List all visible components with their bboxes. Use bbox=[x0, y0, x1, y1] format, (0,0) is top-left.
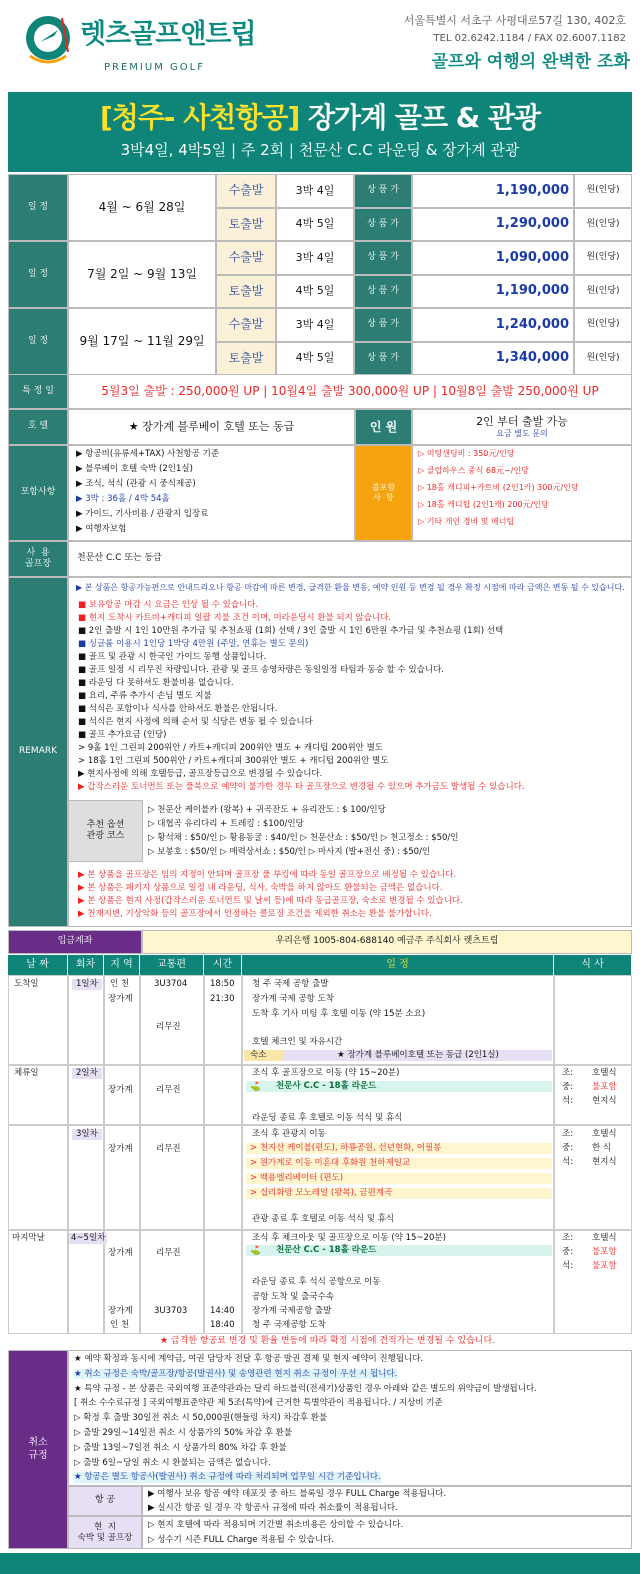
hotel-label: 호 텔 bbox=[8, 409, 68, 445]
city: 인 천 bbox=[110, 1320, 130, 1330]
course-name: 천문산 C.C 또는 동급 bbox=[68, 541, 632, 577]
day-number: 3일차 bbox=[72, 1129, 102, 1140]
transport: 3U3703 bbox=[154, 1306, 188, 1316]
price-unit: 원(인당) bbox=[574, 174, 632, 208]
air-line-1: ▶ 여행사 보유 항공 예약 데포짓 중 하드 블록일 경우 FULL Charge 적용됩니다. bbox=[148, 1489, 447, 1499]
itinerary-row-2-cell bbox=[204, 1065, 242, 1125]
tour-spot: > 원가계로 이동 미혼대 후화원 천하제일교 bbox=[246, 1158, 552, 1169]
itinerary-header-cell: 지 역 bbox=[104, 955, 140, 975]
city: 인 천 bbox=[110, 979, 130, 989]
slogan: 골프와 여행의 완벽한 조화 bbox=[431, 52, 630, 72]
itinerary-row-3-cell bbox=[104, 1125, 140, 1230]
price-label: 상 품 가 bbox=[354, 208, 412, 242]
cancel-label: 취소 규정 bbox=[8, 1350, 68, 1549]
meal-value: 호텔식 bbox=[592, 1068, 617, 1078]
itinerary-row-4-cell bbox=[68, 1230, 104, 1334]
golf-flag-icon: ⛳ bbox=[250, 1246, 261, 1256]
option-line: ▷ 보봉호 : $50/인 ▷ 매력상서쇼 : $50/인 ▷ 마사지 (발+전신 중) : $50/인 bbox=[148, 847, 431, 857]
itinerary-line: 청 주 국제공항 도착 bbox=[252, 1320, 326, 1330]
remark-line: ■ 보유항공 마감 시 요금은 인상 될 수 있습니다. bbox=[78, 600, 259, 610]
remark-bottom-line: ▶ 본 상품을 골프장은 임의 지정이 안되며 골프장 풀 부킹에 따라 동일 골프장으로 배정될 수 있습니다. bbox=[78, 870, 457, 880]
remark-bottom-line: ▶ 본 상품은 패키지 상품으로 일정 내 라운딩, 식사, 숙박을 하지 않아도 환불되는 금액은 없습니다. bbox=[78, 883, 443, 893]
include-item: ▶ 조식, 석식 (관광 시 중식제공) bbox=[76, 479, 196, 489]
time: 18:40 bbox=[210, 1320, 235, 1330]
city: 장가계 bbox=[108, 1085, 133, 1095]
remark-line: ■ 골프 및 관광 시 한국인 가이드 동행 상품입니다. bbox=[78, 652, 267, 662]
include-item: ▶ 항공비(유류세+TAX) 사천항공 기준 bbox=[76, 449, 220, 459]
meal-label: 석: bbox=[562, 1261, 574, 1271]
itinerary-row-4-cell bbox=[204, 1230, 242, 1334]
cancel-line: ★ 예약 확정과 동시에 계약금, 여권 담당자 전달 후 항공 발권 결제 및 현지 예약이 진행됩니다. bbox=[74, 1354, 424, 1364]
itinerary-header-cell: 회차 bbox=[68, 955, 104, 975]
course-label: 사 용 골프장 bbox=[8, 541, 68, 577]
price-unit: 원(인당) bbox=[574, 208, 632, 242]
day-number: 4~5일차 bbox=[71, 1233, 106, 1243]
cancel-line: ★ 특약 규정 - 본 상품은 국외여행 표준약관과는 달리 하드블럭(전세기)상품인 경우 아래와 같은 별도의 위약금이 발생됩니다. bbox=[74, 1383, 537, 1394]
remark-line: ■ 골프 추가요금 (인당) bbox=[78, 730, 167, 740]
itinerary-line: 조식 후 관광지 이동 bbox=[252, 1129, 326, 1139]
itinerary-line: 공항 도착 및 출국수속 bbox=[252, 1292, 335, 1302]
cancel-line: [ 취소 수수료규정 ] 국외여행표준약관 제 5조(특약)에 근거한 특별약관이 적용됩니다. / 지상비 기준 bbox=[74, 1398, 443, 1409]
itinerary-row-3-cell bbox=[8, 1125, 68, 1230]
trip-duration: 4박 5일 bbox=[276, 208, 354, 242]
itinerary-header-cell: 식 사 bbox=[554, 955, 632, 975]
meal-value: 불포함 bbox=[592, 1082, 617, 1092]
price-label: 상 품 가 bbox=[354, 174, 412, 208]
footer-bar bbox=[0, 1553, 640, 1574]
exclude-item: ▷ 18홀 캐디팁 (2인1캐) 200元/인당 bbox=[418, 500, 549, 509]
stay-hotel: ★ 장가계 블루베이호텔 또는 동급 (2인1실) bbox=[284, 1050, 552, 1061]
itinerary-row-1-cell bbox=[554, 975, 632, 1065]
departure-day: 토출발 bbox=[216, 208, 276, 242]
itinerary-row-4-cell bbox=[104, 1230, 140, 1334]
remark-line: ■ 현지 도착시 카트비+캐디피 일괄 지불 조건 이며, 미라운딩시 환불 되지 않습니다. bbox=[78, 613, 392, 623]
golf-round: 천문산 C.C - 18홀 라운드 bbox=[246, 1245, 552, 1256]
remark-bottom-line: ▶ 본 상품은 현지 사정(갑작스러운 토너먼트 및 날씨 등)에 따라 동급골프장, 숙소로 변경될 수 있습니다. bbox=[78, 896, 463, 906]
price-unit: 원(인당) bbox=[574, 241, 632, 275]
phone-fax: TEL 02.6242.1184 / FAX 02.6007.1182 bbox=[433, 33, 626, 44]
special-dates: 5월3일 출발 : 250,000원 UP | 10월4일 출발 300,000원 UP | 10월8일 출발 250,000원 UP bbox=[68, 374, 632, 409]
meal-value: 호텔식 bbox=[592, 1129, 617, 1139]
address: 서울특별시 서초구 사평대로57길 130, 402호 bbox=[403, 14, 626, 27]
transport: 리무진 bbox=[156, 1248, 181, 1258]
exclude-item: ▷ 클럽하우스 중식 68元~/인당 bbox=[418, 466, 529, 475]
day-number: 1일차 bbox=[72, 979, 102, 990]
cancel-line: ▷ 확정 후 출발 30일전 취소 시 50,000원(핸들링 차지) 차감후 환불 bbox=[74, 1413, 328, 1424]
meal-label: 석: bbox=[562, 1096, 574, 1106]
schedule-label: 일 정 bbox=[8, 241, 68, 308]
itinerary-line: 청 주 국제 공항 출발 bbox=[252, 979, 329, 989]
city: 장가계 bbox=[108, 1248, 133, 1258]
time: 18:50 bbox=[210, 979, 235, 989]
city: 장가계 bbox=[108, 1144, 133, 1154]
itinerary-row-3-cell bbox=[68, 1125, 104, 1230]
day-date: 마지막날 bbox=[12, 1233, 45, 1243]
schedule-label: 일 정 bbox=[8, 308, 68, 375]
remark-line: ▶ 갑작스러운 토너먼트 또는 풀북으로 예약이 불가한 경우 타 골프장으로 변경될 수 있으며 추가금도 발생될 수 있습니다. bbox=[78, 782, 525, 792]
remark-line: ■ 골프 일정 시 리무진 차량입니다. 관광 및 골프 송영차량은 동일일정 타팀과 동승 할 수 있습니다. bbox=[78, 665, 444, 675]
exclude-item: ▷ 기타 개인 경비 및 매너팁 bbox=[418, 517, 515, 526]
itinerary-line: 호텔 체크인 및 자유시간 bbox=[252, 1037, 343, 1047]
air-label: 항 공 bbox=[68, 1486, 142, 1516]
itinerary-row-3-cell bbox=[204, 1125, 242, 1230]
remark-line: > 18홀 1인 그린피 500위안 / 카트+캐디피 300위안 별도 + 캐디팁 200위안 별도 bbox=[78, 756, 389, 766]
cancel-line: ▷ 출발 6일~당일 취소 시 환불되는 금액은 없습니다. bbox=[74, 1457, 271, 1468]
itinerary-line: 조식 후 체크아웃 및 골프장으로 이동 (약 15~20분) bbox=[252, 1233, 446, 1243]
product-subtitle: 3박4일, 4박5일 | 주 2회 | 천문산 C.C 라운딩 & 장가계 관광 bbox=[120, 141, 520, 159]
cancel-line: ▷ 출발 29일~14일전 취소 시 상품가의 50% 차감 후 환불 bbox=[74, 1428, 293, 1438]
golf-round: 천문사 C.C - 18홀 라운드 bbox=[246, 1081, 552, 1092]
bank-account: 우리은행 1005-804-688140 예금주 주식회사 렛츠트립 bbox=[142, 930, 632, 954]
price-value: 1,190,000 bbox=[412, 275, 574, 309]
cancel-line: ★ 취소 규정은 숙박/골프장/항공(발권사) 및 송영관련 현지 취소 규정이 우선 시 됩니다. bbox=[74, 1368, 398, 1379]
meal-label: 조: bbox=[562, 1129, 574, 1139]
tour-spot: > 천지산 케이블(편도), 하룡공원, 선년현화, 어필봉 bbox=[246, 1143, 552, 1154]
time: 21:30 bbox=[210, 994, 235, 1004]
remark-bottom-line: ▶ 천재지변, 기상악화 등의 골프장에서 인정하는 클로징 조건을 제외한 취소는 환불 불가합니다. bbox=[78, 909, 432, 919]
trip-duration: 4박 5일 bbox=[276, 275, 354, 309]
remark-line: ■ 싱글룸 이용시 1인당 1박당 4만원 (주말, 연휴는 별도 문의) bbox=[78, 639, 309, 649]
tour-spot: > 백용엘리베이터 (편도) bbox=[246, 1173, 552, 1184]
day-number: 2일차 bbox=[72, 1068, 102, 1079]
meal-label: 석: bbox=[562, 1157, 574, 1167]
special-label: 특 정 일 bbox=[8, 374, 68, 409]
meal-value: 한 식 bbox=[592, 1143, 612, 1153]
schedule-label: 일 정 bbox=[8, 174, 68, 241]
transport: 리무진 bbox=[156, 1022, 181, 1032]
brand-sub: PREMIUM GOLF bbox=[104, 62, 205, 73]
local-label: 현 지 숙박 및 골프장 bbox=[68, 1516, 142, 1549]
city: 장가계 bbox=[108, 1306, 133, 1316]
time: 14:40 bbox=[210, 1306, 235, 1316]
price-label: 상 품 가 bbox=[354, 342, 412, 376]
remark-top: ▶ 본 상품은 항공가능편으로 안내드리오나 항공 마감에 따른 변경, 급격한 환율 변동, 예약 인원 등 변경 될 경우 확정 시점에 따라 금액은 변동 될 수 있습니다. bbox=[76, 583, 625, 592]
cancel-line: ▷ 출발 13일~7일전 취소 시 상품가의 80% 차감 후 환불 bbox=[74, 1442, 287, 1453]
meal-value: 현지식 bbox=[592, 1157, 617, 1167]
brand-name: 렛츠골프앤트립 bbox=[80, 19, 256, 50]
meal-label: 중: bbox=[562, 1082, 574, 1092]
cancel-line: ★ 항공은 별도 항공사(발권사) 취소 규정에 따라 처리되며 업무일 시간 기준입니다. bbox=[74, 1472, 381, 1483]
meal-label: 중: bbox=[562, 1143, 574, 1153]
include-item: ▶ 블루베이 호텔 숙박 (2인1실) bbox=[76, 464, 193, 474]
option-line: ▷ 대협곡 유리다리 + 트레킹 : $100/인당 bbox=[148, 819, 304, 829]
itinerary-header-cell: 교통편 bbox=[140, 955, 204, 975]
day-date: 도착일 bbox=[14, 979, 39, 989]
meal-label: 조: bbox=[562, 1068, 574, 1078]
departure-day: 토출발 bbox=[216, 275, 276, 309]
includes-label: 포함사항 bbox=[8, 445, 68, 541]
excludes-label: 불포함 사 항 bbox=[355, 445, 412, 541]
itinerary-line: 라운딩 종료 후 호텔로 이동 석식 및 휴식 bbox=[252, 1113, 403, 1123]
people-label: 인 원 bbox=[355, 409, 412, 445]
people-info: 2인 부터 출발 가능 요금 별도 문의 bbox=[412, 409, 632, 445]
product-title: [청주- 사천항공] 장가계 골프 & 관광 bbox=[99, 101, 540, 134]
remark-line: ■ 요리, 주류 추가시 손님 별도 지불 bbox=[78, 691, 212, 701]
remark-line: ■ 2인 출발 시 1인 10만원 추가금 및 추천쇼핑 (1회) 선택 / 3인 출발 시 1인 6만원 추가금 및 추천쇼핑 (1회) 선택 bbox=[78, 626, 504, 636]
meal-value: 현지식 bbox=[592, 1096, 617, 1106]
trip-duration: 3박 4일 bbox=[276, 308, 354, 342]
remark-line: > 9홀 1인 그린피 200위안 / 카트+캐디피 200위안 별도 + 캐디팁 200위안 별도 bbox=[78, 743, 383, 753]
local-line-2: ▷ 성수기 시즌 FULL Charge 적용될 수 있습니다. bbox=[148, 1535, 334, 1545]
tour-spot: > 십리화랑 모노레일 (왕복), 금편계곡 bbox=[246, 1188, 552, 1199]
price-label: 상 품 가 bbox=[354, 275, 412, 309]
price-label: 상 품 가 bbox=[354, 241, 412, 275]
day-date: 체류일 bbox=[14, 1068, 39, 1078]
meal-label: 조: bbox=[562, 1233, 574, 1243]
schedule-period: 9월 17일 ~ 11월 29일 bbox=[68, 308, 216, 375]
hotel-name: ★ 장가계 블루베이 호텔 또는 동급 bbox=[68, 409, 355, 445]
meal-label: 중: bbox=[562, 1247, 574, 1257]
price-label: 상 품 가 bbox=[354, 308, 412, 342]
price-value: 1,240,000 bbox=[412, 308, 574, 342]
price-value: 1,190,000 bbox=[412, 174, 574, 208]
meal-value: 불포함 bbox=[592, 1261, 617, 1271]
trip-duration: 3박 4일 bbox=[276, 241, 354, 275]
option-label: 추천 옵션 관광 코스 bbox=[68, 800, 143, 862]
itinerary-line: 장가계 국제 공항 도착 bbox=[252, 994, 335, 1004]
meal-value: 불포함 bbox=[592, 1247, 617, 1257]
transport: 3U3704 bbox=[154, 979, 188, 989]
itinerary-row-3-cell bbox=[554, 1125, 632, 1230]
departure-day: 수출발 bbox=[216, 174, 276, 208]
remark-label: REMARK bbox=[8, 577, 68, 927]
itinerary-row-4-cell bbox=[8, 1230, 68, 1334]
golf-logo-icon bbox=[18, 12, 76, 70]
itinerary-header-cell: 시간 bbox=[204, 955, 242, 975]
remark-line: ■ 석식은 현지 사정에 의해 순서 및 식당은 변동 될 수 있습니다 bbox=[78, 717, 313, 727]
exclude-item: ▷ 18홀 캐디피+카트비 (2인1카) 300元/인당 bbox=[418, 483, 579, 492]
itinerary-row-3-cell bbox=[140, 1125, 204, 1230]
title-banner bbox=[8, 92, 632, 172]
remark-line: ■ 석식은 포함이나 식사를 안하셔도 환불은 안됩니다. bbox=[78, 704, 278, 714]
departure-day: 수출발 bbox=[216, 241, 276, 275]
remark-line: ■ 라운딩 다 못하셔도 환불비용 없습니다. bbox=[78, 678, 234, 688]
price-unit: 원(인당) bbox=[574, 342, 632, 376]
schedule-period: 4월 ~ 6월 28일 bbox=[68, 174, 216, 241]
remark-line: ▶ 현지사정에 의해 호텔등급, 골프장등급으로 변경될 수 있습니다. bbox=[78, 769, 323, 779]
itinerary-line: 관광 종료 후 호텔로 이동 석식 및 휴식 bbox=[252, 1214, 395, 1224]
price-value: 1,290,000 bbox=[412, 208, 574, 242]
itinerary-row-4-cell bbox=[140, 1230, 204, 1334]
exclude-item: ▷ 미팅샌딩비 : 350元/인당 bbox=[418, 449, 515, 458]
option-line: ▷ 천문산 케이블카 (왕복) + 귀곡잔도 + 유리잔도 : $ 100/인당 bbox=[148, 805, 386, 815]
itinerary-notice: ★ 급격한 항공료 변경 및 환율 변동에 따라 확정 시점에 견적가는 변경될 수 있습니다. bbox=[160, 1336, 496, 1346]
trip-duration: 4박 5일 bbox=[276, 342, 354, 376]
trip-duration: 3박 4일 bbox=[276, 174, 354, 208]
itinerary-line: 라운딩 종료 후 석식 공항으로 이동 bbox=[252, 1277, 381, 1287]
price-unit: 원(인당) bbox=[574, 308, 632, 342]
itinerary-header-cell: 일 정 bbox=[242, 955, 554, 975]
departure-day: 수출발 bbox=[216, 308, 276, 342]
departure-day: 토출발 bbox=[216, 342, 276, 376]
itinerary-line: 도착 후 기사 미팅 후 호텔 이동 (약 15분 소요) bbox=[252, 1009, 426, 1019]
stay-label: 숙소 bbox=[244, 1050, 284, 1061]
itinerary-row-4-cell bbox=[554, 1230, 632, 1334]
transport: 리무진 bbox=[156, 1085, 181, 1095]
price-value: 1,090,000 bbox=[412, 241, 574, 275]
meal-value: 호텔식 bbox=[592, 1233, 617, 1243]
golf-flag-icon: ⛳ bbox=[250, 1082, 261, 1092]
itinerary-header-cell: 날 짜 bbox=[8, 955, 68, 975]
include-item: ▶ 가이드, 기사비용 / 관광지 입장료 bbox=[76, 509, 209, 519]
option-line: ▷ 황석채 : $50/인 ▷ 황용동굴 : $40/인 ▷ 천문산쇼 : $50/인 ▷ 천고정소 : $50/인 bbox=[148, 833, 459, 843]
transport: 리무진 bbox=[156, 1144, 181, 1154]
header bbox=[0, 0, 640, 88]
local-line-1: ▷ 현지 호텔에 따라 적용되며 기간별 취소비용은 상이할 수 있습니다. bbox=[148, 1520, 404, 1530]
schedule-period: 7월 2일 ~ 9월 13일 bbox=[68, 241, 216, 308]
price-value: 1,340,000 bbox=[412, 342, 574, 376]
itinerary-line: 조식 후 골프장으로 이동 (약 15~20분) bbox=[252, 1068, 400, 1078]
itinerary-line: 장가계 국제공항 출발 bbox=[252, 1306, 332, 1316]
air-line-2: ▶ 실시간 항공 일 경우 각 항공사 규정에 따라 취소률이 적용됩니다. bbox=[148, 1503, 398, 1513]
include-item: ▶ 여행자보험 bbox=[76, 524, 127, 534]
bank-label: 입금계좌 bbox=[8, 930, 142, 954]
include-item: ▶ 3박 : 36홀 / 4박 54홀 bbox=[76, 494, 170, 504]
price-unit: 원(인당) bbox=[574, 275, 632, 309]
city: 장가계 bbox=[108, 994, 133, 1004]
